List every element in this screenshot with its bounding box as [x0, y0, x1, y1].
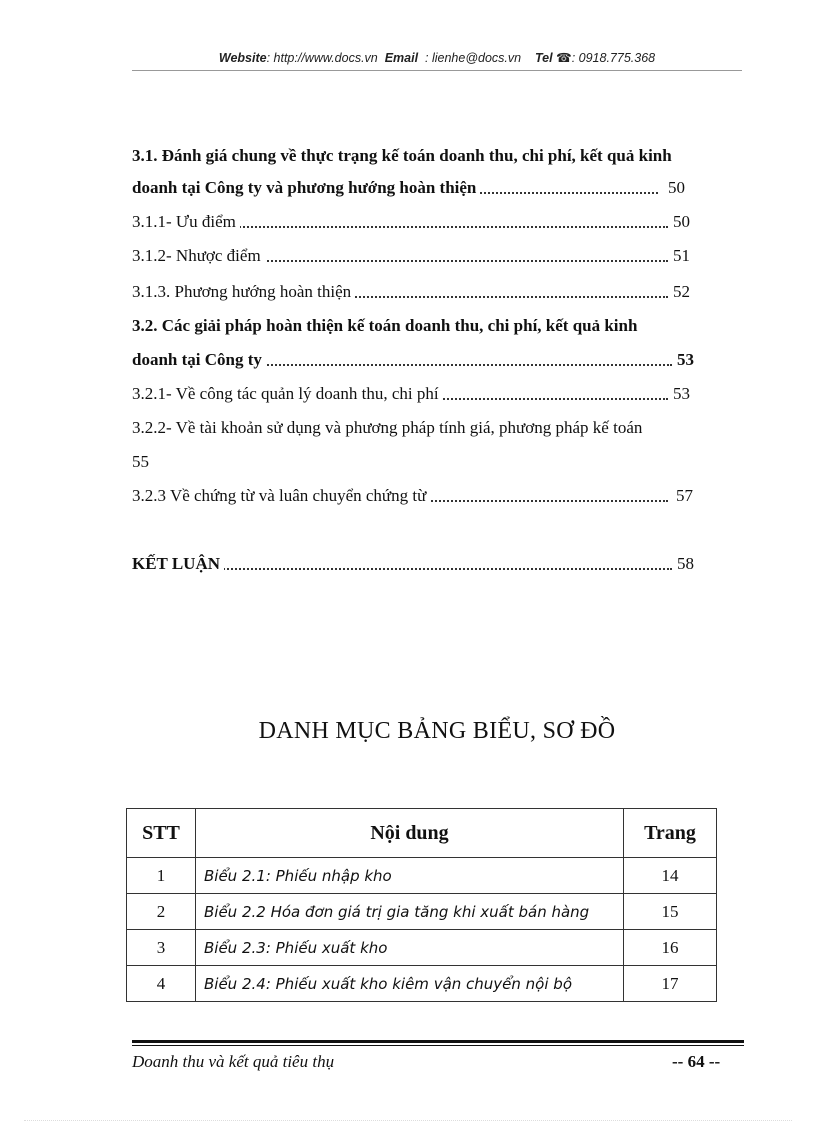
footer-divider-thick — [132, 1040, 744, 1043]
toc-item-3-1-page: 50 — [668, 178, 685, 197]
toc-item-3-2-page: 53 — [677, 350, 694, 369]
col-header-noi-dung: Nội dung — [196, 809, 624, 858]
toc-item-3-1-3: 3.1.3. Phương hướng hoàn thiện — [132, 282, 668, 302]
page-edge — [24, 1120, 792, 1121]
toc-item-3-2-1-page: 53 — [673, 384, 690, 403]
toc-item-3-2-3-page: 57 — [676, 486, 693, 505]
section-title: DANH MỤC BẢNG BIỂU, SƠ ĐỒ — [258, 718, 616, 744]
col-header-trang: Trang — [624, 809, 717, 858]
toc-item-3-1-1-page: 50 — [673, 212, 690, 231]
toc-item-3-1-line2: doanh tại Công ty và phương hướng hoàn thiện — [132, 178, 658, 198]
toc-item-3-1-1: 3.1.1- Ưu điểm — [132, 212, 668, 232]
table-header-row — [127, 809, 717, 858]
email-value: : lienhe@docs.vn — [425, 51, 522, 65]
cell-stt: 3 — [127, 930, 196, 966]
email-label: Email — [384, 51, 419, 65]
cell-trang: 15 — [624, 894, 717, 930]
cell-noi-dung: Biểu 2.4: Phiếu xuất kho kiêm vận chuyển nội bộ — [196, 966, 624, 1002]
col-header-stt: STT — [127, 809, 196, 858]
cell-stt: 4 — [127, 966, 196, 1002]
website-label: Website — [218, 51, 267, 65]
footer-title: Doanh thu và kết quả tiêu thụ — [132, 1052, 335, 1071]
page-number: -- 64 -- — [672, 1052, 721, 1071]
website-value: : http://www.docs.vn — [266, 51, 378, 65]
tel-value: : 0918.775.368 — [571, 51, 656, 65]
cell-trang: 14 — [624, 858, 717, 894]
phone-icon: ☎ — [556, 51, 572, 65]
table-row — [127, 966, 717, 1002]
table-row — [127, 858, 717, 894]
table-row — [127, 894, 717, 930]
toc-item-3-2-2-page: 55 — [132, 452, 149, 471]
toc-item-3-2-3: 3.2.3 Về chứng từ và luân chuyển chứng từ — [132, 486, 668, 506]
page-header — [132, 50, 742, 65]
toc-item-3-2-1: 3.2.1- Về công tác quản lý doanh thu, chi phí — [132, 384, 668, 404]
cell-noi-dung: Biểu 2.1: Phiếu nhập kho — [196, 858, 624, 894]
toc-item-3-1-2: 3.1.2- Nhược điểm — [132, 246, 668, 266]
toc-item-3-2-2: 3.2.2- Về tài khoản sử dụng và phương pháp tính giá, phương pháp kế toán — [132, 418, 643, 437]
toc-item-3-1-line1: 3.1. Đánh giá chung về thực trạng kế toán doanh thu, chi phí, kết quả kinh — [132, 146, 672, 165]
footer-divider-thin — [132, 1045, 744, 1046]
cell-trang: 16 — [624, 930, 717, 966]
header-divider — [132, 70, 742, 71]
toc-item-ket-luan: KẾT LUẬN — [132, 554, 672, 574]
toc-item-ket-luan-page: 58 — [677, 554, 694, 573]
toc-item-3-1-2-page: 51 — [673, 246, 690, 265]
tel-label: Tel — [535, 51, 553, 65]
cell-noi-dung: Biểu 2.3: Phiếu xuất kho — [196, 930, 624, 966]
cell-stt: 1 — [127, 858, 196, 894]
cell-noi-dung: Biểu 2.2 Hóa đơn giá trị gia tăng khi xuất bán hàng — [196, 894, 624, 930]
cell-trang: 17 — [624, 966, 717, 1002]
toc-item-3-2-line2: doanh tại Công ty — [132, 350, 672, 370]
toc-item-3-1-3-page: 52 — [673, 282, 690, 301]
toc-item-3-2-line1: 3.2. Các giải pháp hoàn thiện kế toán doanh thu, chi phí, kết quả kinh — [132, 316, 638, 335]
table-row — [127, 930, 717, 966]
cell-stt: 2 — [127, 894, 196, 930]
figures-table — [126, 808, 717, 1002]
